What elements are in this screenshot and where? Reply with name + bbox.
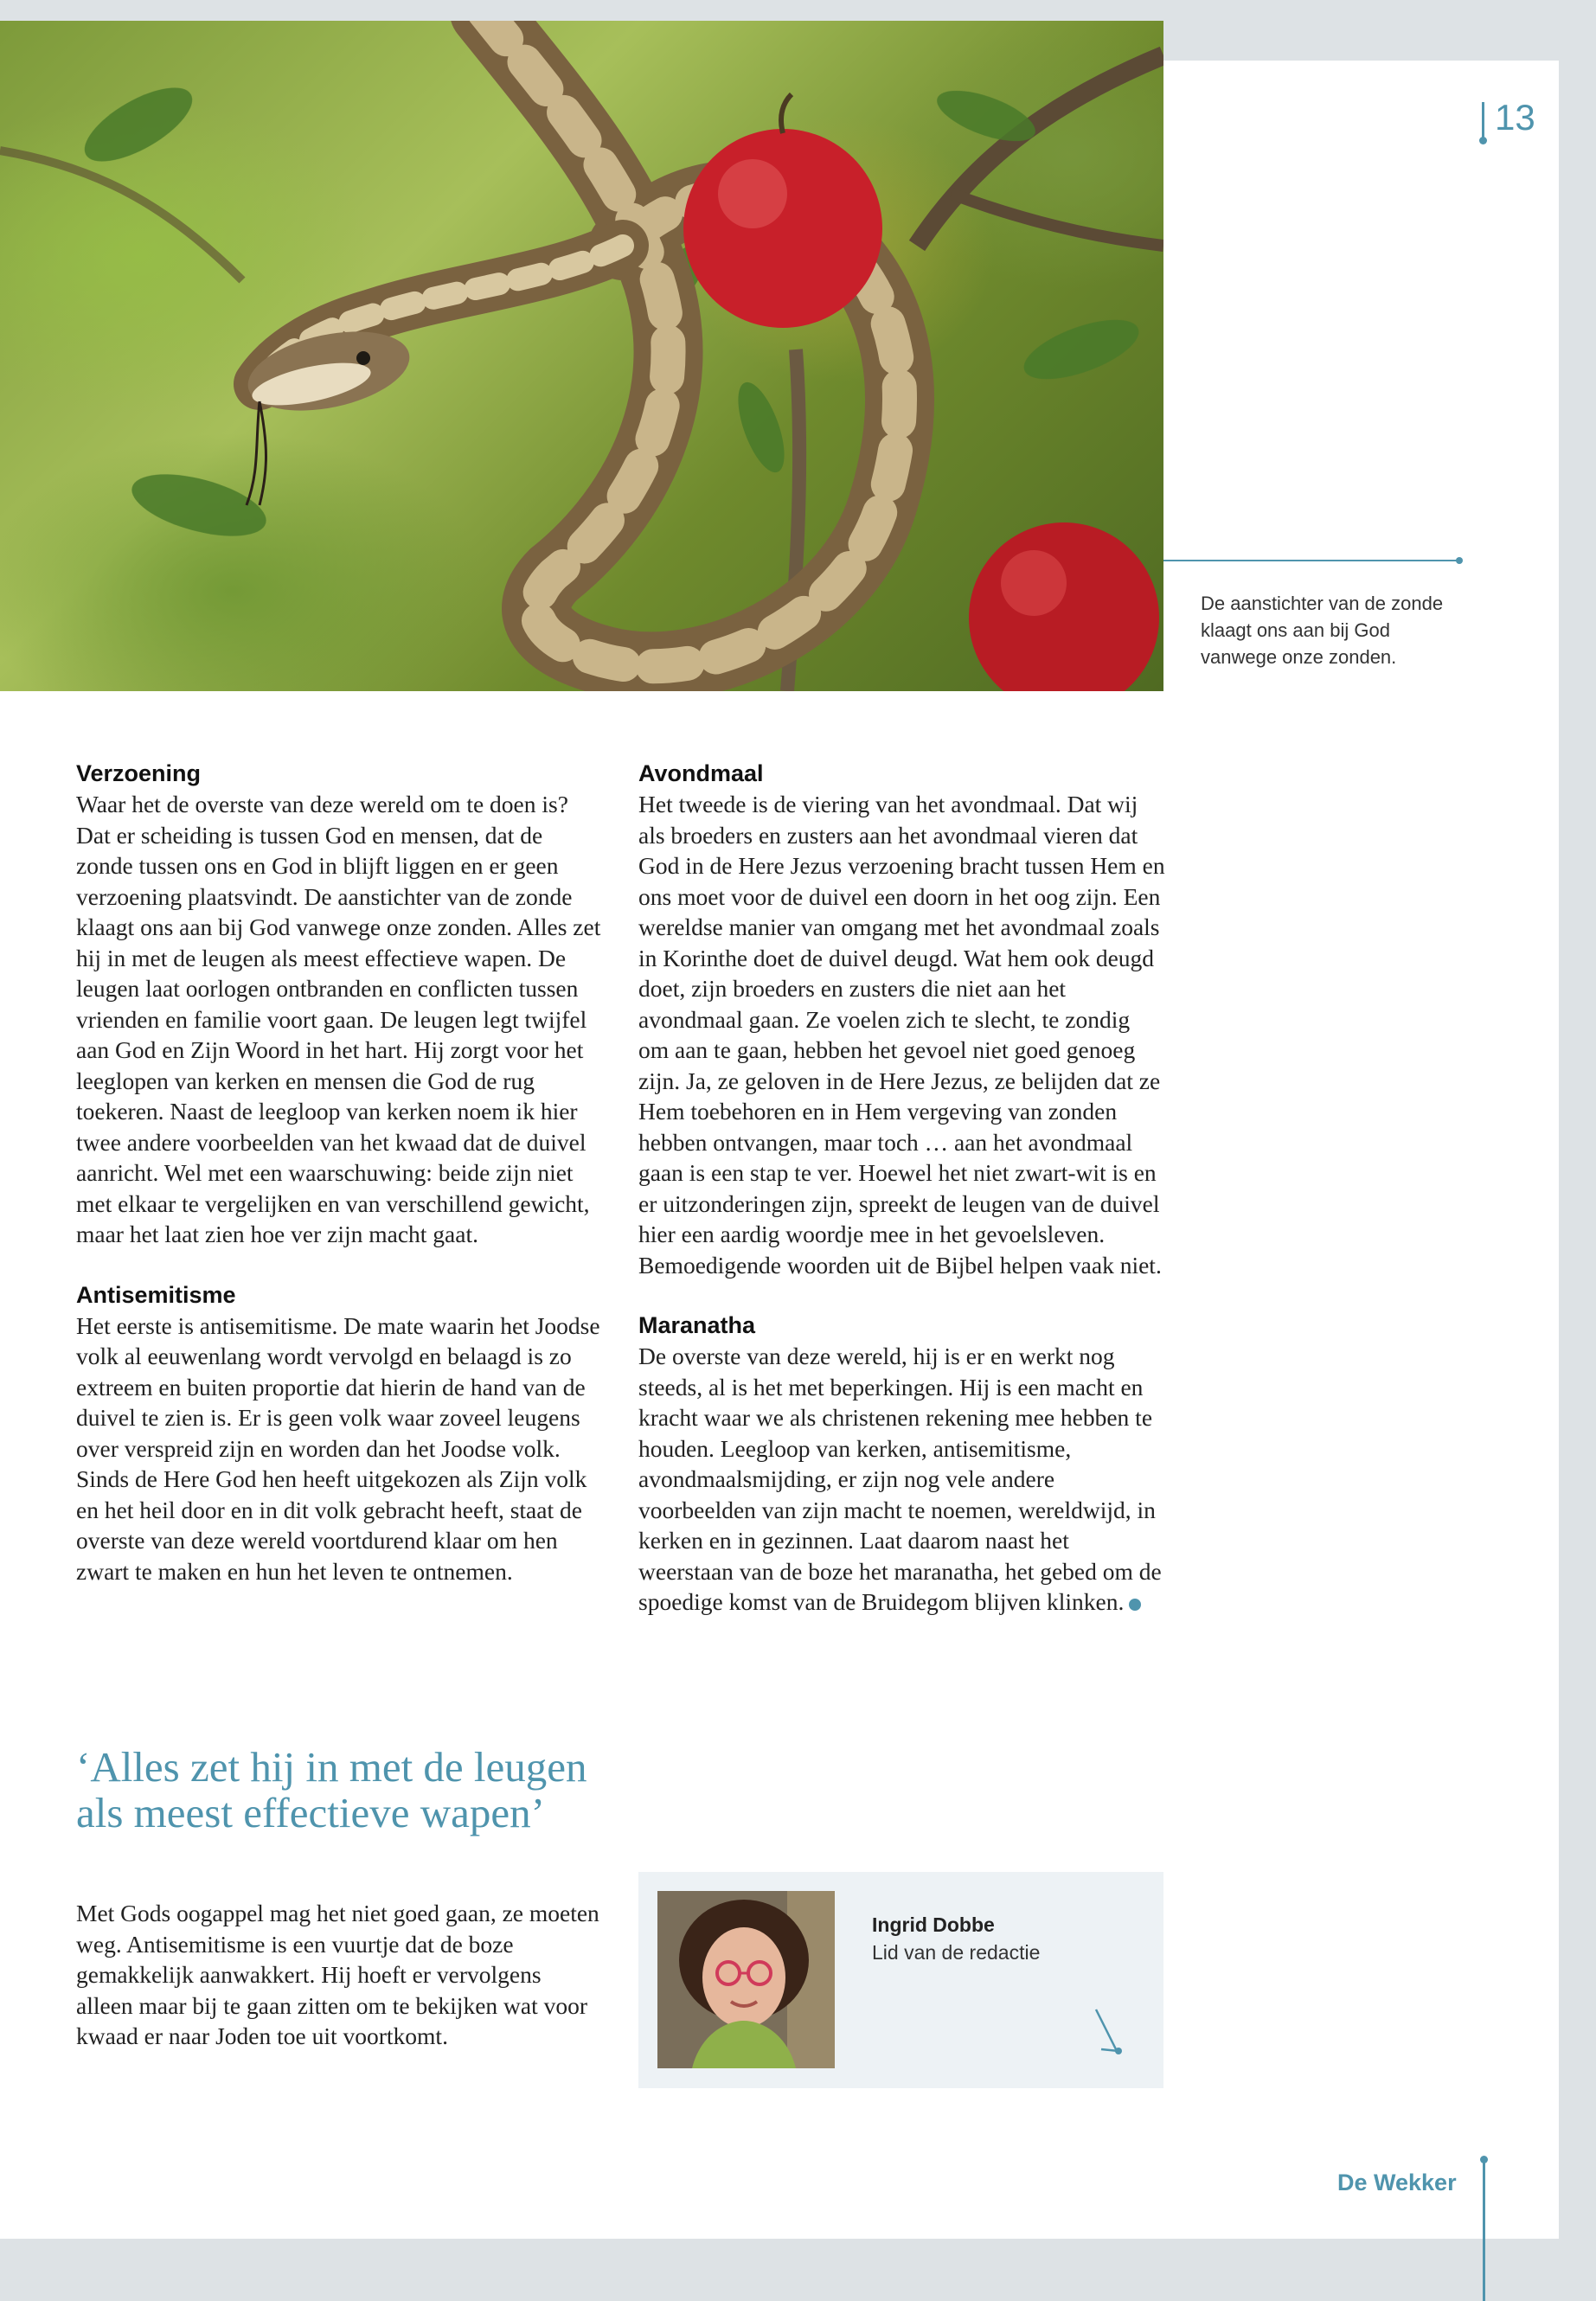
photo-caption: De aanstichter van de zonde klaagt ons aan bij God vanwege onze zonden. — [1201, 593, 1444, 668]
body-antisemitisme-continued: Met Gods oogappel mag het niet goed gaan, ze moeten weg. Antisemitisme is een vuurtje dat de boze gemakkelijk aanwakkert. Hij hoeft er vervolgens alleen maar bij te gaan zitten om te bekijken wat voor kwaad er naar Joden toe uit voortkomt. — [76, 1900, 599, 2049]
left-column-continued — [76, 1898, 604, 2081]
author-box — [638, 1872, 1163, 2088]
body-maranatha-wrap — [638, 1341, 1166, 1618]
top-margin — [0, 0, 1596, 21]
body-antisemitisme: Het eerste is antisemitisme. De mate waarin het Joodse volk al eeuwenlang wordt vervolgd en belaagd is zo extreem en buiten proportie dat hierin de hand van de duivel te zien is. Er is geen volk waar zoveel leugens over verspreid zijn en worden dan het Joodse volk. Sinds de Here God hen heeft uitgekozen als Zijn volk en het heil door en in dit volk gebracht heeft, staat de overste van deze wereld voortdurend klaar om hen zwart te maken en hun het leven te ontnemen. — [76, 1311, 600, 1585]
right-column — [638, 758, 1166, 1647]
body-maranatha: De overste van deze wereld, hij is er en werkt nog steeds, al is het met beperkingen. Hij is een macht en kracht waar we als christenen rekening mee hebben te houden. Leegloop van kerken, antisemitisme, avondmaalsmijding, er zijn nog vele andere voorbeelden van zijn macht te noemen, wereldwijd, in kerken en in gezinnen. Laat daarom naast het weerstaan van de boze het maranatha, het gebed om de spoedige komst van de Bruidegom blijven klinken. — [638, 1343, 1162, 1615]
snake-and-apples-photo — [0, 21, 1163, 691]
author-mark-icon — [1093, 2006, 1127, 2058]
heading-avondmaal: Avondmaal — [638, 760, 764, 786]
page-number: 13 — [1495, 97, 1535, 138]
author-role: Lid van de redactie — [872, 1941, 1041, 1964]
author-name: Ingrid Dobbe — [872, 1913, 995, 1936]
end-of-article-dot — [1129, 1599, 1141, 1611]
body-verzoening: Waar het de overste van deze wereld om te doen is? Dat er scheiding is tussen God en mensen, dat de zonde tussen ons en God in blijft liggen en er geen verzoening plaatsvindt. De aanstichter van de zonde klaagt ons aan bij God vanwege onze zonden. Alles zet hij in met de leugen als meest effectieve wapen. De leugen laat oorlogen ontbranden en conflicten tussen vrienden en familie voort gaan. De leugen legt twijfel aan God en Zijn Woord in het hart. Hij zorgt voor het leeglopen van kerken en mensen die God de rug toekeren. Naast de leegloop van kerken noem ik hier twee andere voorbeelden van het kwaad dat de duivel aanricht. Wel met een waarschuwing: beide zijn niet met elkaar te vergelijken en van verschillend gewicht, maar het laat zien hoe ver zijn macht gaat. — [76, 791, 601, 1247]
left-column — [76, 758, 604, 1616]
footer-brand: De Wekker — [1337, 2170, 1457, 2195]
page-number-bar — [1482, 102, 1484, 140]
heading-antisemitisme: Antisemitisme — [76, 1281, 236, 1308]
caption-rule — [1163, 560, 1462, 561]
pull-quote: ‘Alles zet hij in met de leugen als meest effectieve wapen’ — [76, 1743, 587, 1836]
body-avondmaal: Het tweede is de viering van het avondmaal. Dat wij als broeders en zusters aan het avondmaal vieren dat God in de Here Jezus verzoening bracht tussen Hem en ons moet voor de duivel een doorn in het oog zijn. Een wereldse manier van omgang met het avondmaal zoals in Korinthe doet de duivel deugd. Wat hem ook deugd doet, zijn broeders en zusters die niet aan het avondmaal gaan. Ze voelen zich te slecht, te zondig om aan te gaan, hebben het gevoel niet goed genoeg zijn. Ja, ze geloven in de Here Jezus, ze belijden dat ze Hem toebehoren en in Hem vergeving van zonden hebben ontvangen, maar toch … aan het avondmaal gaan is een stap te ver. Hoewel het niet zwart-wit is en er uitzonderingen zijn, spreekt de leugen van de duivel hier een aardig woordje mee in het gevoelsleven. Bemoedigende woorden uit de Bijbel helpen vaak niet. — [638, 791, 1165, 1279]
heading-maranatha: Maranatha — [638, 1312, 756, 1338]
page-number-dot — [1479, 137, 1487, 144]
top-frame-band — [1163, 21, 1559, 61]
footer-bar — [1483, 2159, 1485, 2301]
heading-verzoening: Verzoening — [76, 760, 202, 786]
author-photo — [657, 1891, 835, 2068]
caption-dot — [1456, 557, 1463, 564]
